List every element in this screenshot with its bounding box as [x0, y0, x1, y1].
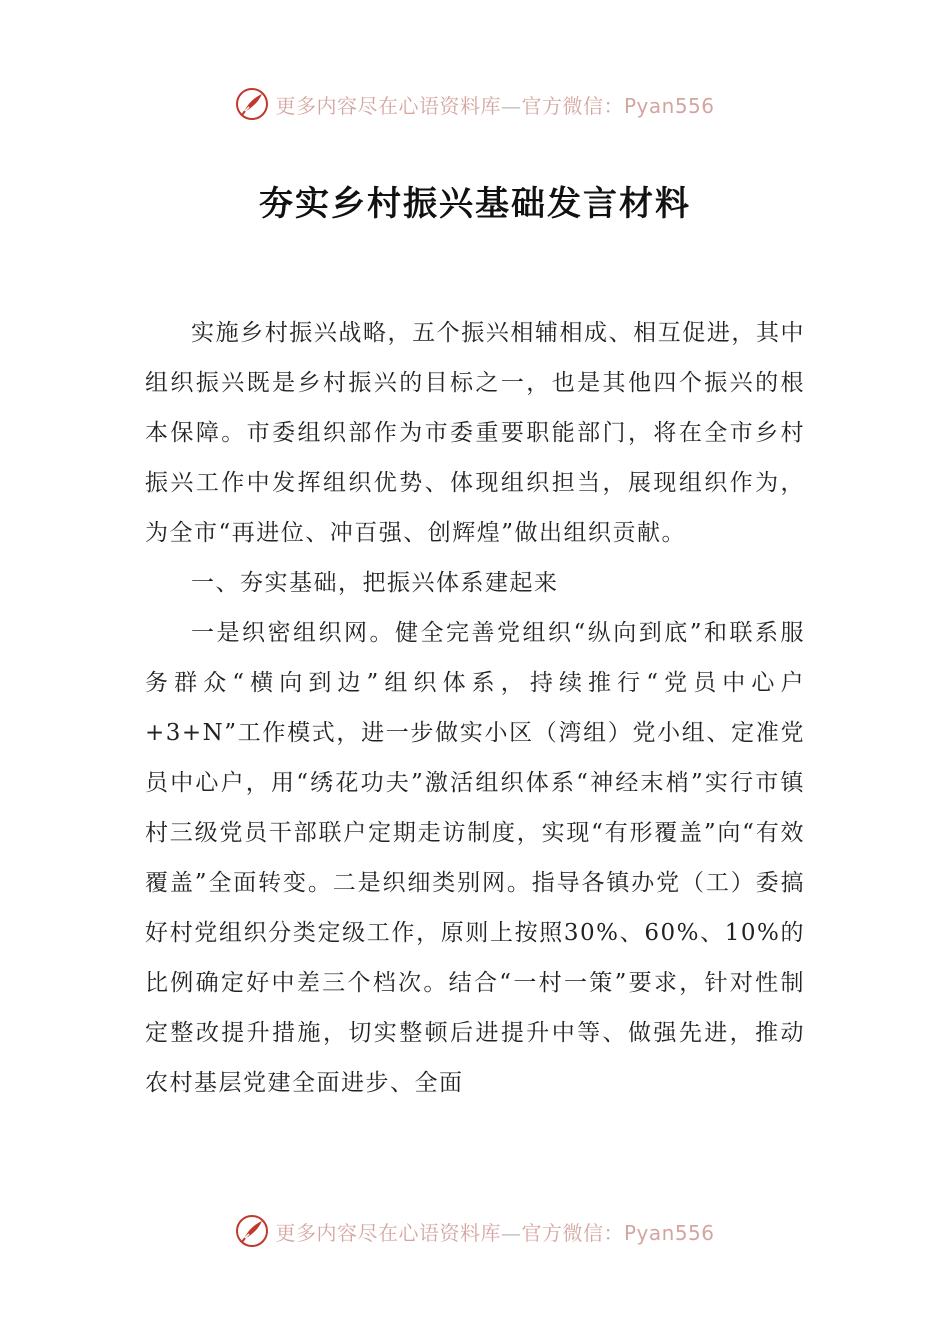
watermark-header	[0, 84, 950, 124]
watermark-separator: —	[500, 93, 522, 118]
quill-pen-logo-icon	[235, 1214, 269, 1248]
watermark-wechat-id: Pyan556	[623, 1220, 715, 1245]
document-body	[145, 308, 805, 1108]
watermark-brand: 更多内容尽在心语资料库	[275, 1220, 501, 1245]
watermark-wechat-label: 官方微信：	[521, 1220, 624, 1245]
watermark-wechat-id: Pyan556	[623, 93, 715, 118]
watermark-wechat-label: 官方微信：	[521, 93, 624, 118]
document-title: 夯实乡村振兴基础发言材料	[259, 184, 691, 224]
paragraph-intro: 实施乡村振兴战略，五个振兴相辅相成、相互促进，其中组织振兴既是乡村振兴的目标之一，也是其他四个振兴的根本保障。市委组织部作为市委重要职能部门，将在全市乡村振兴工作中发挥组织优势、体现组织担当，展现组织作为，为全市“再进位、冲百强、创辉煌”做出组织贡献。	[145, 320, 805, 546]
watermark-brand: 更多内容尽在心语资料库	[275, 93, 501, 118]
watermark-text	[275, 1217, 714, 1246]
paragraph-section-1: 一是织密组织网。健全完善党组织“纵向到底”和联系服务群众“横向到边”组织体系，持续推行“党员中心户+3+N”工作模式，进一步做实小区（湾组）党小组、定准党员中心户，用“绣花功夫”激活组织体系“神经末梢”实行市镇村三级党员干部联户定期走访制度，实现“有形覆盖”向“有效覆盖”全面转变。二是织细类别网。指导各镇办党（工）委搞好村党组织分类定级工作，原则上按照30%、60%、10%的比例确定好中差三个档次。结合“一村一策”要求，针对性制定整改提升措施，切实整顿后进提升中等、做强先进，推动农村基层党建全面进步、全面	[145, 620, 805, 1096]
watermark-separator: —	[500, 1220, 522, 1245]
watermark-footer	[0, 1211, 950, 1251]
section-heading-1: 一、夯实基础，把振兴体系建起来	[191, 570, 559, 596]
watermark-text	[275, 90, 714, 119]
quill-pen-logo-icon	[235, 87, 269, 121]
